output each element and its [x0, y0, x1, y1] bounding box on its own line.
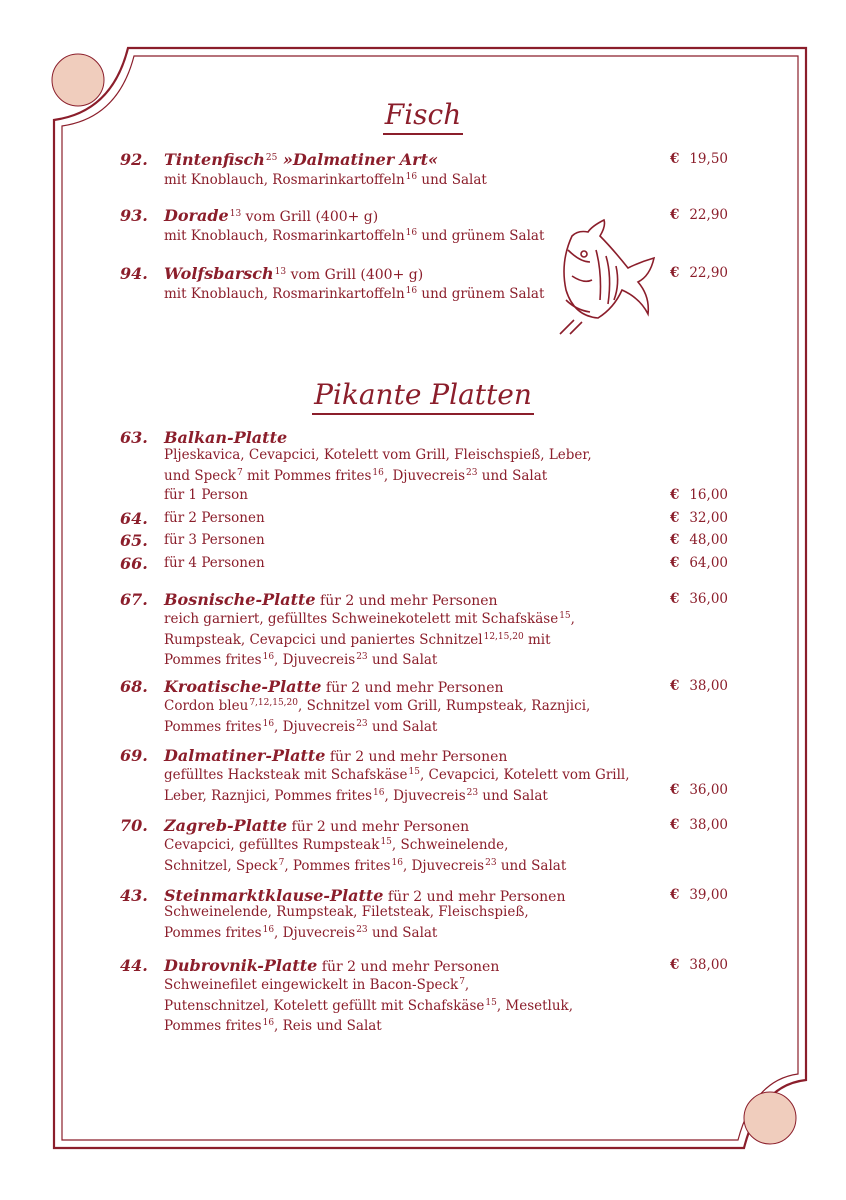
item-name: Bosnische-Platte	[164, 590, 316, 609]
item-price	[670, 487, 728, 503]
footnote-ref: 7,12,15,20	[249, 698, 298, 708]
item-extra: vom Grill (400+ g)	[241, 209, 379, 225]
description-text: und Salat	[417, 172, 487, 188]
fish-illustration-icon	[560, 220, 654, 334]
item-extra: für 2 und mehr Personen	[325, 749, 508, 765]
item-number: 67.	[120, 590, 148, 609]
description-text: Cordon bleu	[164, 698, 249, 714]
item-description	[164, 225, 544, 246]
item-name-line	[164, 886, 565, 905]
item-name-line	[164, 590, 498, 609]
description-text: und Salat	[478, 787, 548, 804]
currency-symbol: €	[670, 555, 680, 571]
description-text: ,	[570, 611, 575, 627]
footnote-ref: 23	[356, 924, 368, 935]
description-text: Schweinelende, Rumpsteak, Filetsteak, Fleischspieß,	[164, 904, 529, 920]
description-text: Cevapcici, gefülltes Rumpsteak	[164, 837, 380, 853]
price-value: 22,90	[689, 265, 728, 281]
description-line	[164, 649, 575, 670]
description-text: , Djuvecreis	[274, 652, 356, 668]
description-text: , Cevapcici, Kotelett vom Grill,	[419, 767, 630, 783]
footnote-ref: 7	[278, 857, 285, 868]
description-text: gefülltes Hacksteak mit Schafskäse	[164, 767, 408, 783]
currency-symbol: €	[670, 957, 680, 973]
footnote-ref: 7	[459, 977, 465, 987]
description-line	[164, 695, 590, 716]
item-name: Dalmatiner-Platte	[164, 746, 326, 765]
currency-symbol: €	[670, 207, 680, 223]
footnote-ref: 23	[466, 787, 479, 798]
variant-number: 65.	[120, 531, 148, 550]
footnote-ref: 15	[408, 767, 420, 777]
description-text: mit Knoblauch, Rosmarinkartoffeln	[164, 172, 405, 188]
item-name-line	[164, 428, 287, 447]
description-text: reich garniert, gefülltes Schweinekotelett mit Schafskäse	[164, 611, 559, 627]
item-description	[164, 447, 592, 485]
description-text: , Schweinelende,	[391, 837, 509, 853]
description-text: Pommes frites	[164, 652, 262, 668]
footnote-ref: 13	[274, 267, 287, 277]
variant-label: für 3 Personen	[164, 532, 265, 548]
description-line	[164, 716, 590, 737]
price-value: 36,00	[689, 782, 728, 798]
item-price	[670, 151, 728, 167]
item-name: Kroatische-Platte	[164, 677, 322, 696]
item-description	[164, 904, 529, 942]
item-price	[670, 510, 728, 526]
description-text: Pommes frites	[164, 924, 262, 941]
footnote-ref: 16	[262, 718, 275, 729]
description-text: , Djuvecreis	[274, 718, 356, 735]
item-name: Dubrovnik-Platte	[164, 956, 318, 975]
item-description	[164, 608, 575, 670]
footnote-ref: 16	[262, 652, 275, 662]
description-text: und grünem Salat	[417, 228, 545, 244]
price-value: 16,00	[689, 487, 728, 503]
price-value: 22,90	[689, 207, 728, 223]
item-description	[164, 695, 590, 736]
item-price	[670, 532, 728, 548]
price-value: 38,00	[689, 817, 728, 833]
currency-symbol: €	[670, 887, 680, 903]
description-line	[164, 785, 630, 806]
item-price	[670, 555, 728, 571]
description-text: , Pommes frites	[284, 857, 391, 874]
item-description	[164, 283, 544, 304]
description-line	[164, 855, 566, 876]
currency-symbol: €	[670, 487, 680, 503]
currency-symbol: €	[670, 817, 680, 833]
item-description	[164, 974, 573, 1036]
item-name-suffix: »Dalmatiner Art«	[277, 150, 438, 169]
footnote-ref: 16	[405, 228, 418, 238]
item-name: Balkan-Platte	[164, 428, 288, 447]
description-text: Schweinefilet eingewickelt in Bacon-Speck	[164, 977, 459, 993]
item-name-line	[164, 264, 423, 283]
description-line: und Speck$^7$ mit Pommes frites$^{16}$, Djuvecreis$^{23}$ und Salat	[164, 467, 548, 484]
item-name-line	[164, 677, 504, 696]
item-price	[670, 957, 728, 973]
section-title-fish: Fisch	[0, 98, 846, 131]
description-text: mit Knoblauch, Rosmarinkartoffeln	[164, 228, 405, 244]
description-line: Pljeskavica, Cevapcici, Kotelett vom Grill, Fleischspieß, Leber,	[164, 447, 592, 463]
item-number: 92.	[120, 150, 148, 169]
description-text: Leber, Raznjici, Pommes frites	[164, 787, 373, 804]
footnote-ref: 16	[405, 286, 418, 296]
item-name-line	[164, 150, 438, 169]
description-text: , Mesetluk,	[496, 997, 574, 1014]
description-line	[164, 283, 544, 304]
item-extra: für 2 und mehr Personen	[317, 959, 500, 975]
description-line	[164, 974, 573, 995]
item-name: Dorade	[164, 206, 229, 225]
item-price	[670, 887, 728, 903]
item-description	[164, 169, 487, 190]
item-price	[670, 678, 728, 694]
footnote-ref: 23	[356, 718, 368, 729]
footnote-ref: 15	[485, 997, 497, 1008]
price-value: 48,00	[689, 532, 728, 548]
description-text: und Salat	[367, 652, 438, 668]
item-extra: für 2 und mehr Personen	[321, 680, 504, 696]
price-value: 64,00	[689, 555, 728, 571]
currency-symbol: €	[670, 678, 680, 694]
item-number: 68.	[120, 677, 148, 696]
item-extra: für 2 und mehr Personen	[315, 593, 498, 609]
item-price	[670, 817, 728, 833]
description-line	[164, 608, 575, 629]
variant-number: 66.	[120, 554, 148, 573]
description-text: und Salat	[496, 857, 567, 874]
price-value: 38,00	[689, 678, 728, 694]
item-name-line	[164, 206, 378, 225]
price-value: 39,00	[689, 887, 728, 903]
item-price	[670, 591, 728, 607]
variant-label: für 1 Person	[164, 487, 248, 503]
footnote-ref: 16	[262, 924, 275, 935]
corner-circle-icon	[744, 1092, 796, 1144]
footnote-ref: 16	[405, 172, 418, 182]
item-name: Tintenfisch	[164, 150, 265, 169]
description-line	[164, 1015, 573, 1036]
item-name: Steinmarktklause-Platte	[164, 886, 384, 905]
description-text: , Djuvecreis	[384, 787, 466, 804]
price-value: 38,00	[689, 957, 728, 973]
section-title-platters: Pikante Platten	[0, 378, 846, 411]
item-number: 69.	[120, 746, 148, 765]
item-description	[164, 764, 630, 805]
description-text: und Salat	[367, 718, 438, 735]
item-description	[164, 834, 566, 875]
price-value: 32,00	[689, 510, 728, 526]
currency-symbol: €	[670, 151, 680, 167]
item-name: Wolfsbarsch	[164, 264, 274, 283]
footnote-ref: 16	[262, 1018, 275, 1028]
currency-symbol: €	[670, 510, 680, 526]
variant-number: 64.	[120, 509, 148, 528]
variant-label: für 2 Personen	[164, 510, 265, 526]
currency-symbol: €	[670, 532, 680, 548]
footnote-ref: 23	[485, 857, 497, 868]
currency-symbol: €	[670, 591, 680, 607]
description-text: mit Knoblauch, Rosmarinkartoffeln	[164, 286, 405, 302]
description-line	[164, 225, 544, 246]
description-line	[164, 904, 529, 922]
description-text: Putenschnitzel, Kotelett gefüllt mit Schafskäse	[164, 997, 485, 1014]
description-text: Pommes frites	[164, 1018, 262, 1034]
footnote-ref: 12,15,20	[483, 631, 524, 642]
item-name-line	[164, 956, 499, 975]
currency-symbol: €	[670, 265, 680, 281]
item-number: 43.	[120, 886, 148, 905]
description-line	[164, 764, 630, 785]
description-text: Pommes frites	[164, 718, 262, 735]
description-text: , Reis und Salat	[274, 1018, 382, 1034]
description-text: , Djuvecreis	[274, 924, 356, 941]
price-value: 19,50	[689, 151, 728, 167]
variant-label: für 4 Personen	[164, 555, 265, 571]
item-number: 70.	[120, 816, 148, 835]
footnote-ref: 25	[265, 153, 278, 163]
footnote-ref: 23	[356, 652, 368, 662]
description-text: und grünem Salat	[417, 286, 545, 302]
description-line	[164, 169, 487, 190]
item-number: 94.	[120, 264, 148, 283]
item-number: 63.	[120, 428, 148, 447]
item-price	[670, 207, 728, 223]
item-extra: für 2 und mehr Personen	[287, 819, 470, 835]
footnote-ref: 15	[380, 837, 392, 847]
footnote-ref: 13	[229, 209, 242, 219]
currency-symbol: €	[670, 782, 680, 798]
description-text: Rumpsteak, Cevapcici und paniertes Schnitzel	[164, 631, 483, 648]
item-price	[670, 265, 728, 281]
description-line	[164, 995, 573, 1016]
description-text: mit	[523, 631, 551, 648]
item-number: 44.	[120, 956, 148, 975]
description-text: Schnitzel, Speck	[164, 857, 278, 874]
description-line	[164, 922, 529, 943]
item-extra: vom Grill (400+ g)	[286, 267, 424, 283]
description-text: , Djuvecreis	[402, 857, 485, 874]
item-name-line	[164, 746, 507, 765]
description-text: ,	[464, 977, 470, 993]
footnote-ref: 16	[373, 787, 385, 798]
footnote-ref: 16	[391, 857, 403, 868]
item-name-line	[164, 816, 469, 835]
item-number: 93.	[120, 206, 148, 225]
item-extra: für 2 und mehr Personen	[383, 889, 566, 905]
description-text: und Salat	[367, 924, 438, 941]
description-line	[164, 629, 575, 650]
price-value: 36,00	[689, 591, 728, 607]
item-price	[670, 782, 728, 798]
description-text: , Schnitzel vom Grill, Rumpsteak, Raznjici,	[297, 698, 591, 714]
item-name: Zagreb-Platte	[164, 816, 288, 835]
footnote-ref: 15	[559, 611, 571, 621]
description-line	[164, 834, 566, 855]
